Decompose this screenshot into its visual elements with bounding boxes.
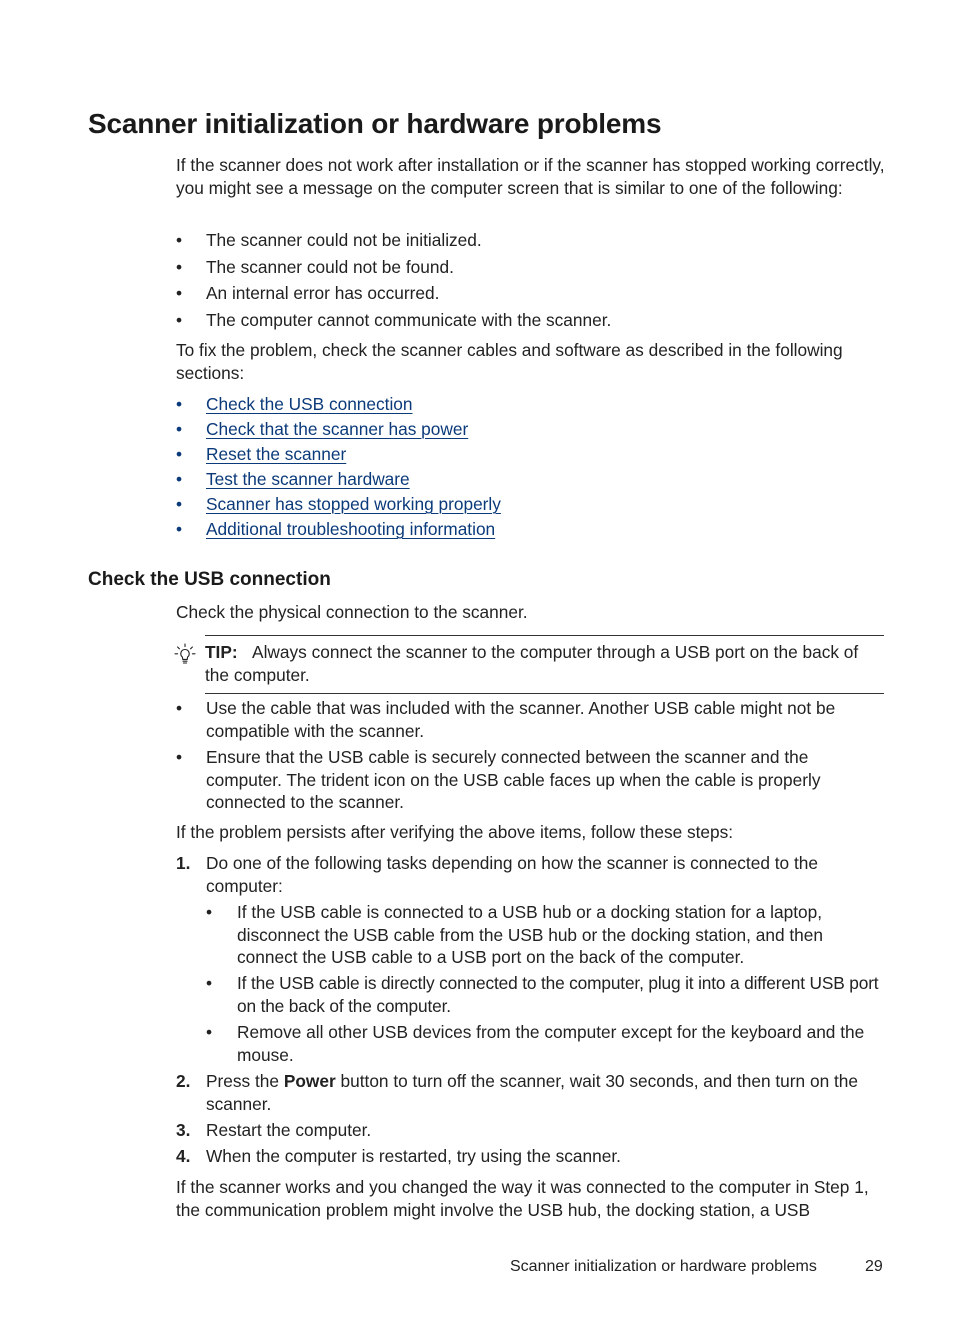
bullet: • (176, 444, 183, 464)
persist-paragraph: If the problem persists after verifying the above items, follow these steps: (176, 822, 734, 842)
step-text (206, 1070, 888, 1115)
message-item: An internal error has occurred. (206, 283, 440, 303)
lightbulb-icon (174, 643, 196, 667)
power-keyword: Power (283, 1071, 336, 1091)
closing-paragraph: If the scanner works and you changed the way it was connected to the computer in Step 1, the communication problem might involve the USB hub, the docking station, a USB (176, 1177, 869, 1220)
footer-section-title: Scanner initialization or hardware problems (510, 1258, 817, 1275)
bullet: • (176, 257, 183, 277)
bullet: • (176, 469, 183, 489)
step-text: When the computer is restarted, try using the scanner. (206, 1146, 621, 1166)
step-text: Restart the computer. (206, 1120, 372, 1140)
fix-paragraph: To fix the problem, check the scanner cables and software as described in the following sections: (176, 340, 843, 383)
bullet: • (206, 973, 213, 993)
message-item: The computer cannot communicate with the scanner. (206, 310, 612, 330)
step-number: 2. (176, 1071, 191, 1091)
sub-step-item: Remove all other USB devices from the computer except for the keyboard and the mouse. (237, 1022, 865, 1065)
usb-check-item: Use the cable that was included with the scanner. Another USB cable might not be compatible with the scanner. (206, 698, 836, 741)
link-check-scanner-power[interactable]: Check that the scanner has power (206, 419, 469, 439)
link-reset-scanner[interactable]: Reset the scanner (206, 444, 347, 464)
section-heading: Check the USB connection (88, 569, 331, 590)
tip-bottom-rule (205, 693, 884, 694)
bullet: • (176, 394, 183, 414)
bullet: • (176, 698, 183, 718)
page-title: Scanner initialization or hardware problems (88, 108, 662, 139)
bullet: • (176, 283, 183, 303)
step-text-segment: Press the (206, 1071, 284, 1091)
sub-step-item: If the USB cable is connected to a USB hub or a docking station for a laptop, disconnect the USB cable from the USB hub or the docking station, and then connect the USB cable to a USB port on the back of the computer. (237, 902, 823, 968)
bullet: • (206, 902, 213, 922)
bullet: • (176, 310, 183, 330)
tip-top-rule (205, 635, 884, 636)
tip-label: TIP: (205, 642, 238, 662)
step-number: 3. (176, 1120, 191, 1140)
step-number: 4. (176, 1146, 191, 1166)
link-additional-troubleshooting[interactable]: Additional troubleshooting information (206, 519, 496, 539)
link-check-usb-connection[interactable]: Check the USB connection (206, 394, 413, 414)
bullet: • (206, 1022, 213, 1042)
bullet: • (176, 519, 183, 539)
sub-step-item: If the USB cable is directly connected to the computer, plug it into a different USB port on the back of the computer. (237, 973, 879, 1016)
intro-paragraph: If the scanner does not work after installation or if the scanner has stopped working correctly, you might see a message on the computer screen that is similar to one of the following: (176, 155, 885, 198)
bullet: • (176, 494, 183, 514)
step-number: 1. (176, 853, 191, 873)
page-number: 29 (865, 1258, 883, 1275)
tip-text (205, 641, 885, 686)
step-text: Do one of the following tasks depending on how the scanner is connected to the computer: (206, 853, 818, 896)
link-test-scanner-hardware[interactable]: Test the scanner hardware (206, 469, 410, 489)
tip-body: Always connect the scanner to the computer through a USB port on the back of the computer. (205, 642, 859, 685)
step-text-segment: button to turn off the scanner, wait 30 seconds, and then turn on the scanner. (206, 1071, 859, 1114)
bullet: • (176, 747, 183, 767)
message-item: The scanner could not be found. (206, 257, 454, 277)
bullet: • (176, 419, 183, 439)
usb-check-item: Ensure that the USB cable is securely connected between the scanner and the computer. The trident icon on the USB cable faces up when the cable is properly connected to the scanner. (206, 747, 821, 813)
section-intro: Check the physical connection to the scanner. (176, 602, 528, 622)
message-item: The scanner could not be initialized. (206, 230, 482, 250)
link-scanner-stopped-working[interactable]: Scanner has stopped working properly (206, 494, 501, 514)
bullet: • (176, 230, 183, 250)
